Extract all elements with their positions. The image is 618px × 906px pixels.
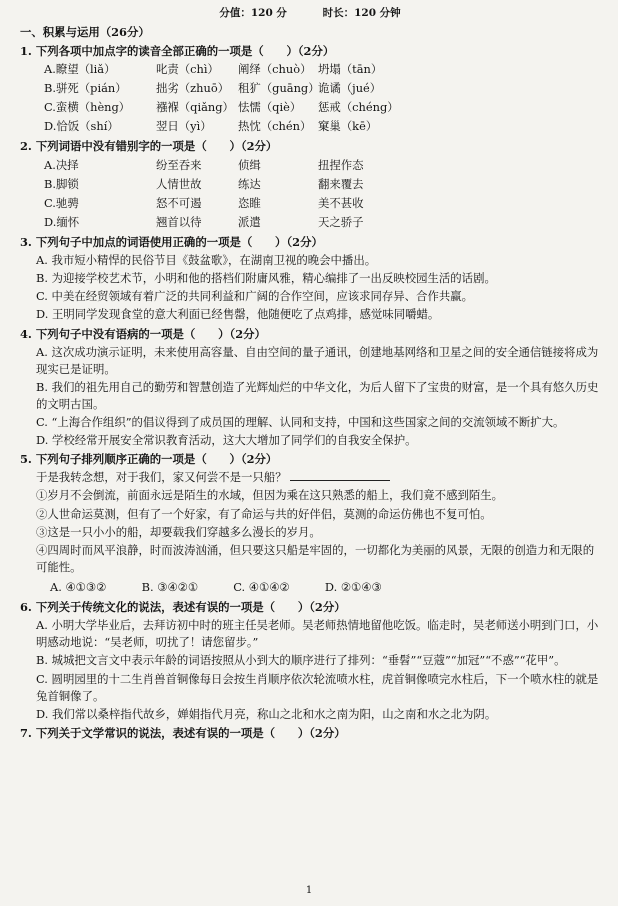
q2-c-3: 恣睢 [238,195,261,210]
q5-sentence-4: ④四周时而风平浪静，时而波涛汹涌，但只要这只船是牢固的，一切都化为美丽的风景，无限的创造力和无限的可能性。 [36,542,595,574]
q2-c-2: 怒不可遏 [156,195,202,210]
q1-d-1: D.恰饭（shí） [44,119,119,134]
q2-b-1: B.脚锁 [44,176,79,191]
q2-d-1: D.缅怀 [44,214,80,229]
question-7 [20,725,600,742]
q4-option-c: C. “上海合作组织”的倡议得到了成员国的理解、认同和支持，中国和这些国家之间的交流领域不断扩大。 [36,415,565,430]
q3-option-d: D. 王明同学发现食堂的意大利面已经售罄，他随便吃了点鸡排，感觉味同嚼蜡。 [36,307,440,322]
q1-b-3: 租犷（guāng） [238,81,320,96]
question-5 [20,451,600,596]
q1-c-1: C.蛮横（hèng） [44,100,131,115]
question-6 [20,599,600,723]
q2-a-2: 纷至吞来 [156,157,202,172]
q4-option-a: A. 这次成功演示证明，未来使用高容量、自由空间的量子通讯，创建地基网络和卫星之间的安全通信链接将成为现实已是证明。 [36,344,599,376]
question-4-stem: 4. 下列句子中没有语病的一项是（ ）（2分） [20,326,266,341]
q5-choice-c: C. ④①④② [233,580,290,595]
q5-sentence-3: ③这是一只小小的船，却要载我们穿越多么漫长的岁月。 [36,524,321,539]
question-1 [20,43,600,137]
q1-a-4: 坍塌（tān） [318,61,383,76]
question-7-stem: 7. 下列关于文学常识的说法，表述有误的一项是（ ）（2分） [20,725,346,740]
q5-choice-a: A. ④①③② [50,580,107,595]
q2-a-3: 侦缉 [238,157,261,172]
q5-sentence-2: ②人世命运莫测，但有了一个好家，有了命运与共的好伴侣，莫测的命运仿佛也不复可怕。 [36,506,492,521]
q2-b-3: 练达 [238,176,261,191]
q3-option-c: C. 中美在经贸领域有着广泛的共同利益和广阔的合作空间，应该求同存异、合作共赢。 [36,289,474,304]
q5-choices [20,579,600,596]
q2-c-4: 美不甚收 [318,195,364,210]
q5-lead-text: 于是我转念想，对于我们，家又何尝不是一只船？ [36,470,287,485]
q1-b-4: 诡谲（jué） [318,81,382,96]
q5-lead [20,469,600,486]
question-2 [20,138,600,232]
q6-option-a: A. 小明大学毕业后，去拜访初中时的班主任吴老师。吴老师热情地留他吃饭。临走时，吴老师送小明到门口，小明感动地说：“吴老师，叨扰了！请您留步。” [36,618,599,650]
q1-b-1: B.骈死（pián） [44,81,127,96]
q3-option-b: B. 为迎接学校艺术节，小明和他的搭档们附庸风雅，精心编排了一出反映校园生活的话剧。 [36,271,496,286]
q2-b-4: 翻来覆去 [318,176,364,191]
q1-a-1: A.瞭望（liǎ） [44,61,116,76]
answer-blank [290,480,390,481]
q1-d-4: 窠巢（kē） [318,119,378,134]
q1-a-3: 阐绎（chuò） [238,61,312,76]
q1-c-4: 惩戒（chéng） [318,100,399,115]
q2-b-2: 人情世故 [156,176,202,191]
question-1-stem: 1. 下列各项中加点字的读音全部正确的一项是（ ）（2分） [20,43,335,58]
page-number: 1 [305,885,313,896]
question-2-stem: 2. 下列词语中没有错别字的一项是（ ）（2分） [20,139,278,154]
q5-sentence-1: ①岁月不会倒流，前面永远是陌生的水域，但因为乘在这只熟悉的船上，我们竟不感到陌生。 [36,488,504,503]
time-label: 时长：120 分钟 [322,7,401,19]
question-1-options [20,60,600,136]
q3-option-a: A. 我市短小精悍的民俗节目《鼓盆歌》，在湖南卫视的晚会中播出。 [36,253,377,268]
q5-choice-b: B. ③④②① [141,580,199,595]
q2-d-3: 派遣 [238,214,261,229]
q2-c-1: C.驰骋 [44,195,79,210]
exam-header [20,6,600,22]
q2-a-1: A.决择 [44,157,79,172]
q1-a-2: 叱责（chì） [156,61,219,76]
q6-option-b: B. 城城把文言文中表示年龄的词语按照从小到大的顺序进行了排列：“垂髫”“豆蔻”“加冠”“不惑”“花甲”。 [36,653,566,668]
section-title: 一、积累与运用（26分） [20,24,150,39]
question-3-stem: 3. 下列句子中加点的词语使用正确的一项是（ ）（2分） [20,234,323,249]
question-3 [20,234,600,324]
question-2-options [20,156,600,232]
q2-d-4: 天之骄子 [318,214,364,229]
question-4 [20,326,600,450]
q1-d-2: 翌日（yì） [156,119,212,134]
q1-c-2: 襁褓（qiǎng） [156,100,234,115]
q6-option-d: D. 我们常以桑梓指代故乡，婵娟指代月亮，称山之北和水之南为阳，山之南和水之北为阴。 [36,706,497,721]
question-5-stem: 5. 下列句子排列顺序正确的一项是（ ）（2分） [20,452,278,467]
q5-choice-d: D. ②①④③ [324,580,382,595]
q1-b-2: 拙劣（zhuō） [156,81,230,96]
score-label: 分值：120 分 [219,7,287,19]
q1-d-3: 热忱（chén） [238,119,312,134]
q2-d-2: 翘首以待 [156,214,202,229]
question-6-stem: 6. 下列关于传统文化的说法，表述有误的一项是（ ）（2分） [20,600,346,615]
q2-a-4: 扭捏作态 [318,157,364,172]
q1-c-3: 怯懦（qiè） [238,100,302,115]
q6-option-c: C. 圆明园里的十二生肖兽首铜像每日会按生肖顺序依次轮流喷水柱，虎首铜像喷完水柱后，下一个喷水柱的就是兔首铜像了。 [36,671,599,703]
q4-option-d: D. 学校经常开展安全常识教育活动，这大大增加了同学们的自我安全保护。 [36,433,417,448]
q4-option-b: B. 我们的祖先用自己的勤劳和智慧创造了光辉灿烂的中华文化，为后人留下了宝贵的财富，是一个具有悠久历史的文明古国。 [36,379,599,411]
